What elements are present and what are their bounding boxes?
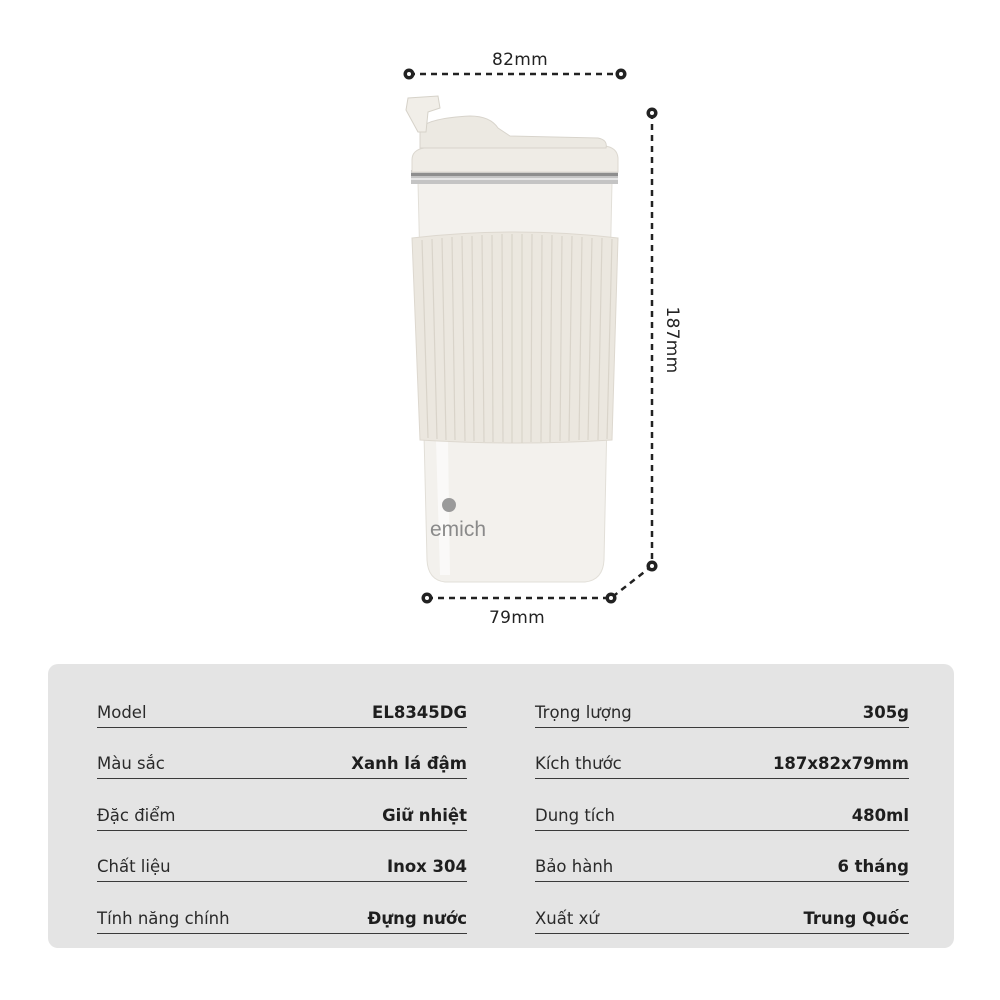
spec-label: Model — [97, 702, 147, 722]
dimension-top-line — [404, 69, 627, 80]
spec-label: Xuất xứ — [535, 908, 599, 928]
spec-label: Bảo hành — [535, 857, 614, 876]
spec-label: Dung tích — [535, 805, 615, 825]
spec-row-model — [97, 676, 467, 728]
spec-value: Xanh lá đậm — [351, 754, 467, 773]
spec-row-origin — [535, 882, 909, 934]
spec-value: EL8345DG — [372, 702, 467, 722]
spec-table — [48, 664, 954, 948]
spec-value: 187x82x79mm — [772, 754, 909, 773]
dimension-width-bottom-label: 79mm — [489, 608, 545, 628]
spec-value: 6 tháng — [837, 857, 909, 876]
spec-row-weight — [535, 676, 909, 728]
dimension-bottom-line — [422, 593, 617, 604]
spec-value: Trung Quốc — [803, 908, 909, 928]
spec-value: Inox 304 — [386, 857, 467, 876]
spec-row-material — [97, 831, 467, 883]
spec-label: Trọng lượng — [535, 702, 632, 722]
spec-label: Chất liệu — [97, 857, 171, 876]
spec-row-capacity — [535, 779, 909, 831]
spec-value: 480ml — [851, 805, 909, 825]
dimension-width-top-label: 82mm — [492, 50, 548, 70]
spec-label: Màu sắc — [97, 754, 165, 773]
spec-label: Kích thước — [535, 754, 622, 773]
spec-value: Giữ nhiệt — [382, 805, 467, 825]
spec-row-color — [97, 728, 467, 780]
spec-label: Đặc điểm — [97, 805, 176, 825]
spec-row-main-function — [97, 882, 467, 934]
spec-row-warranty — [535, 831, 909, 883]
spec-value: 305g — [862, 702, 909, 722]
spec-column-right — [535, 676, 909, 934]
spec-row-feature — [97, 779, 467, 831]
brand-logo — [430, 518, 486, 542]
spec-row-size — [535, 728, 909, 780]
tumbler — [406, 96, 618, 582]
spec-value: Đựng nước — [367, 908, 467, 928]
spec-label: Tính năng chính — [97, 908, 230, 928]
brand-logo-icon — [442, 498, 456, 512]
brand-logo-text: emich — [430, 518, 487, 541]
dimension-height-label: 187mm — [662, 306, 682, 374]
spec-column-left — [97, 676, 467, 934]
